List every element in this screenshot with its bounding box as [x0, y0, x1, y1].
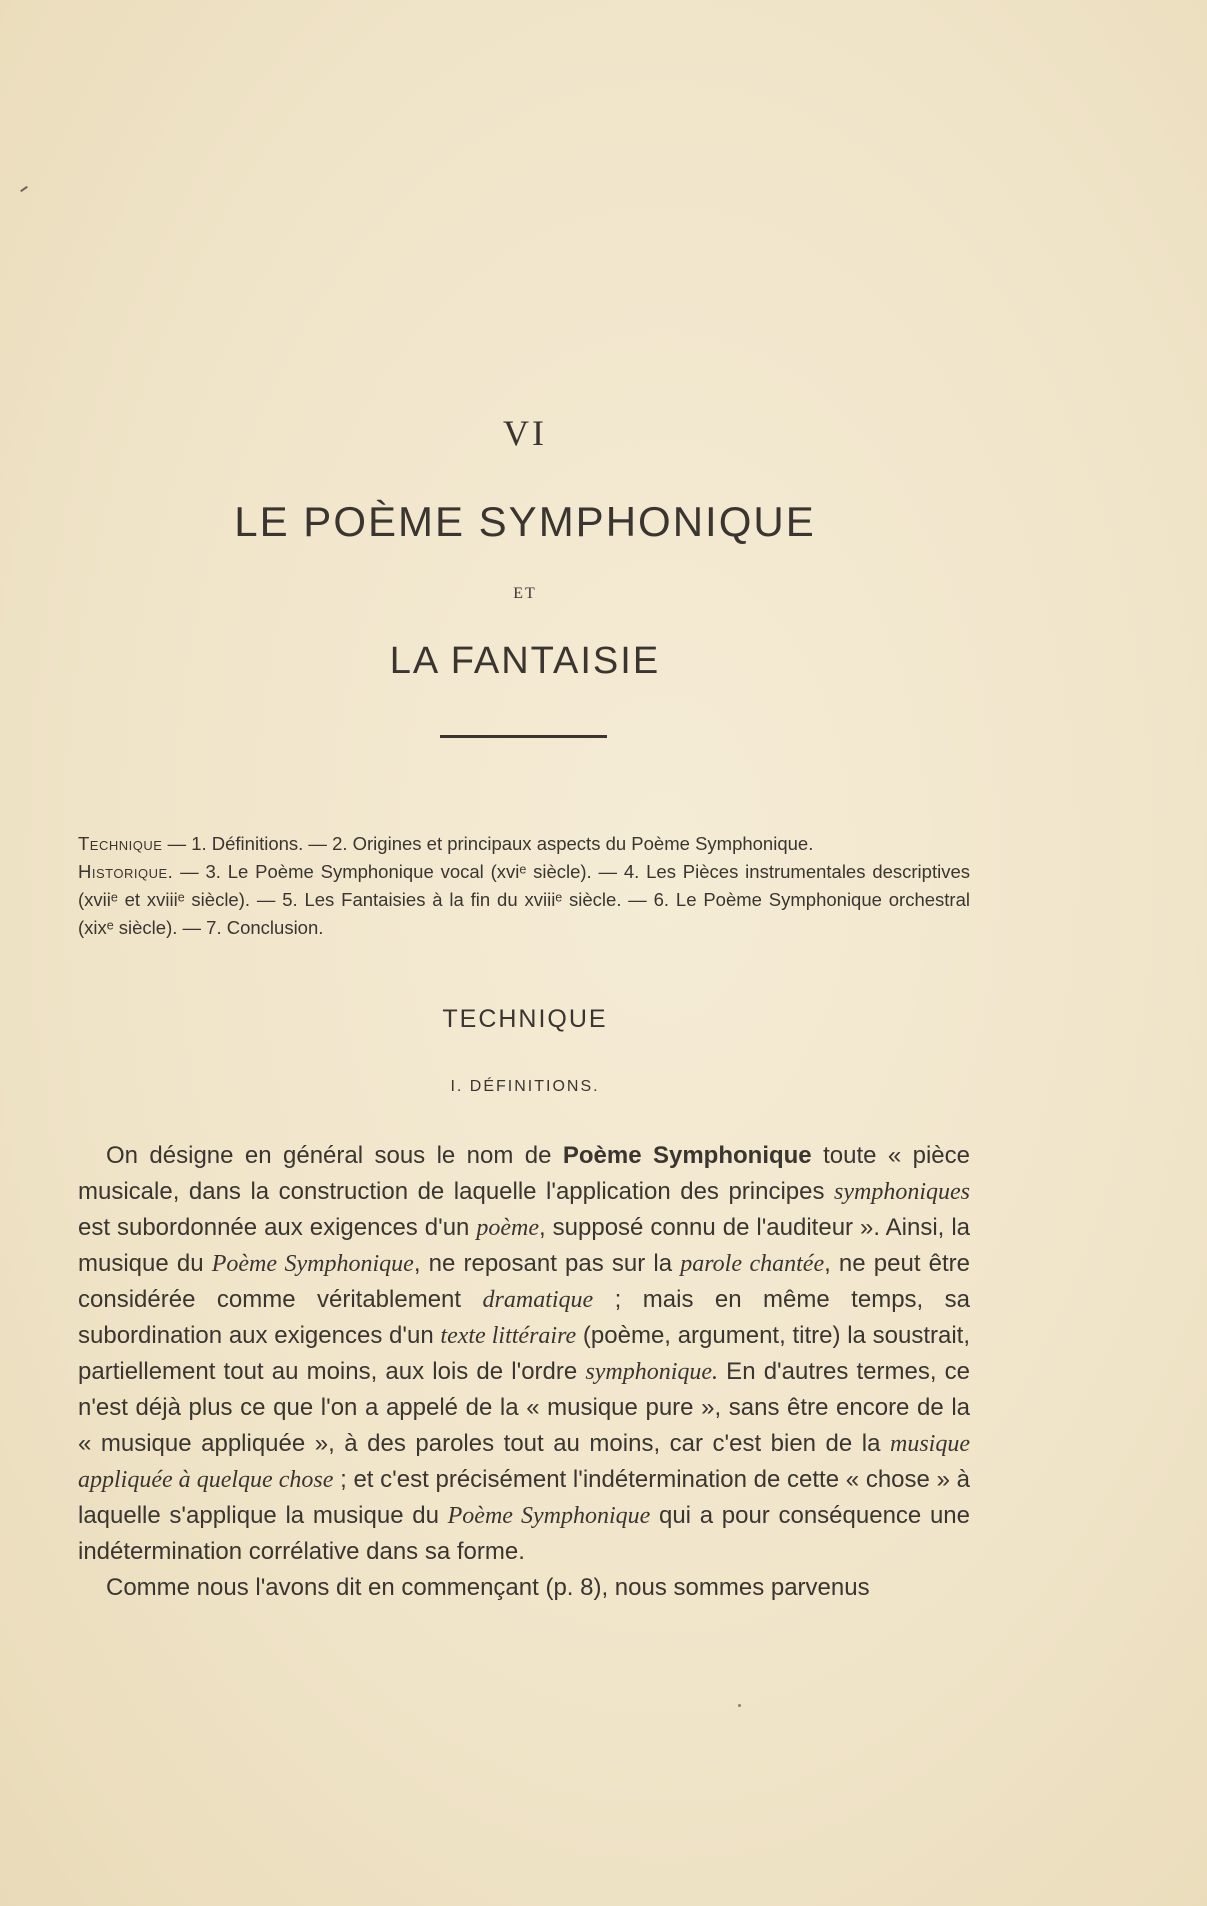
summary-technique-label: Technique [78, 833, 163, 854]
text-run: En d'autres termes, ce n'est déjà plus ce que l'on a appelé de la « musique pure », sans être encore de la « musique appliquée », à des paroles tout au moins, car c'est bien de la [78, 1358, 970, 1457]
stray-mark [20, 186, 28, 192]
text-run: qui a pour conséquence une indétermination corrélative dans sa forme. [78, 1502, 970, 1565]
text-run: , supposé connu de l'auditeur ». Ainsi, la musique du [78, 1214, 970, 1277]
italic-term: Poème Symphonique [211, 1251, 414, 1277]
summary-historique-items: — 3. Le Poème Symphonique vocal (xviᵉ siècle). — 4. Les Pièces instrumentales descriptives (xviiᵉ et xviiiᵉ siècle). — 5. Les Fantaisies à la fin du xviiiᵉ siècle. — 6. Le Poème Symphonique orchestral (xixᵉ siècle). — 7. Conclusion. [78, 861, 970, 938]
italic-term: symphoniques [834, 1179, 970, 1205]
italic-term: texte littéraire [440, 1323, 577, 1349]
chapter-title-conjunction: ET [513, 585, 537, 602]
summary-historique-label: Historique. [78, 861, 174, 882]
body-text [78, 1138, 970, 1606]
text-run: est subordonnée aux exigences d'un [78, 1214, 477, 1241]
text-run: toute « pièce musicale, dans la construction de laquelle l'application des principes [78, 1142, 971, 1205]
italic-term: Poème Symphonique [447, 1503, 651, 1529]
text-run: (poème, argument, titre) la soustrait, partiellement tout au moins, aux lois de l'ordre [78, 1322, 970, 1385]
section-heading: TECHNIQUE [442, 1005, 608, 1033]
chapter-title-line2: LA FANTAISIE [389, 640, 661, 682]
text-run: On désigne en général sous le nom de [106, 1142, 563, 1169]
chapter-number: VI [503, 413, 547, 453]
italic-term: musique appliquée à quelque chose [78, 1431, 970, 1493]
italic-term: symphonique. [585, 1359, 719, 1385]
paragraph-2: Comme nous l'avons dit en commençant (p. 8), nous sommes parvenus [106, 1574, 870, 1601]
text-run: ; mais en même temps, sa subordination aux exigences d'un [78, 1286, 971, 1349]
text-run: , ne reposant pas sur la [413, 1250, 681, 1277]
title-rule [440, 735, 607, 738]
text-run: ; et c'est précisément l'indétermination de cette « chose » à laquelle s'applique la musique du [78, 1466, 970, 1529]
paragraph-1 [78, 1138, 970, 1570]
italic-term: dramatique [482, 1287, 594, 1313]
bold-term: Poème Symphonique [562, 1142, 812, 1169]
speck [738, 1704, 741, 1707]
summary-technique-items: — 1. Définitions. — 2. Origines et principaux aspects du Poème Symphonique. [167, 833, 814, 854]
text-run: , ne peut être considérée comme véritablement [78, 1250, 970, 1313]
italic-term: parole chantée [680, 1251, 825, 1277]
chapter-summary [78, 830, 970, 942]
chapter-title-line1: LE POÈME SYMPHONIQUE [234, 498, 816, 545]
subsection-heading: I. DÉFINITIONS. [450, 1078, 600, 1095]
italic-term: poème [476, 1215, 540, 1241]
